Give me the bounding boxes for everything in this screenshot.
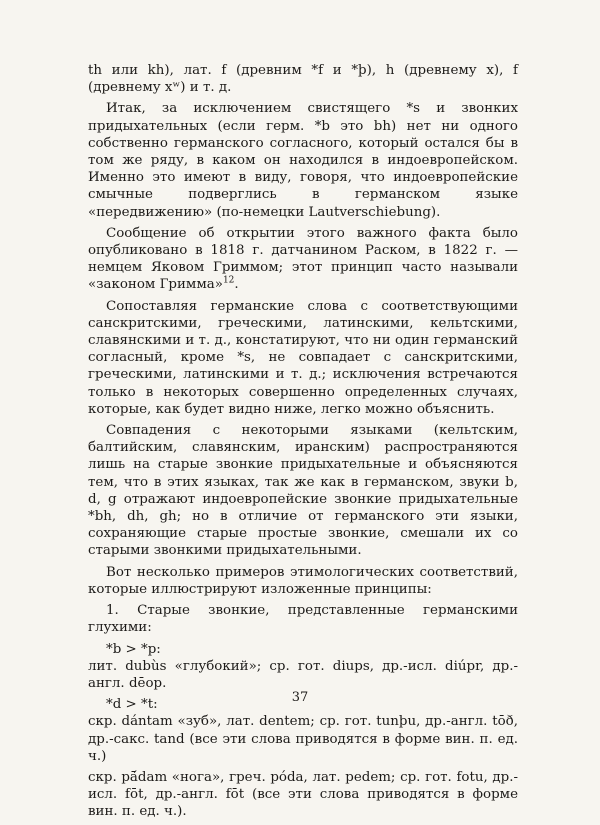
example-3: скр. pā́dam «нога», греч. póda, лат. pedem; ср. гот. fotu, др.-исл. fōt, др.-англ. fōt (все эти слова приводятся в форме вин. п. ед. ч.). [88, 769, 518, 820]
footnote-marker: 12 [222, 275, 235, 286]
paragraph-3 [88, 225, 518, 294]
example-1: лит. dubùs «глубокий»; ср. гот. diups, др.-исл. diúpr, др.-англ. dēop. [88, 658, 518, 691]
paragraph-1: th или kh), лат. f (древним *f и *þ), h (древнему х), f (древнему xʷ) и т. д. [88, 63, 518, 96]
paragraph-6: Вот несколько примеров этимологических соответствий, которые иллюстрируют изложенные принципы: [88, 564, 518, 597]
paragraph-4: Сопоставляя германские слова с соответствующими санскритскими, греческими, латинскими, кельтскими, славянскими и т. д., констатируют, что ни один германский согласный, кроме *s, не совпадает с санскритскими, греческими, латинскими и т. д.; исключения встречаются только в некоторых совершенно определенных случаях, которые, как будет видно ниже, легко можно объяснить. [88, 298, 518, 417]
formula-d-t: *d > *t: [106, 697, 158, 713]
paragraph-3-end: . [234, 277, 239, 293]
paragraph-2: Итак, за исключением свистящего *s и звонких придыхательных (если герм. *b это bh) нет ни одного собственно германского согласного, который остался бы в том же ряду, в каком он находился в индоевропейском. Именно это имеют в виду, говоря, что индоевропейские смычные подверглись в германском языке «передвижению» (по-немецки Lautverschiebung). [88, 101, 518, 220]
page-body [88, 62, 518, 825]
page-number: 37 [291, 690, 309, 705]
paragraph-5: Совпадения с некоторыми языками (кельтским, балтийским, славянским, иранским) распространяются лишь на старые звонкие придыхательные и объясняются тем, что в этих языках, так же как в германском, звуки b, d, g отражают индоевропейские звонкие придыхательные *bh, dh, gh; но в отличие от германского эти языки, сохраняющие старые простые звонкие, смешали их со старыми звонкими придыхательными. [88, 423, 518, 559]
paragraph-3-text: Сообщение об открытии этого важного факта было опубликовано в 1818 г. датчанином Раском, в 1822 г. — немцем Яковом Гриммом; этот принцип часто называли «законом Гримма» [88, 225, 518, 293]
example-2: скр. dántam «зуб», лат. dentem; ср. гот. tunþu, др.-англ. tōð, др.-сакс. tand (все эти слова приводятся в форме вин. п. ед. ч.) [88, 714, 518, 764]
paragraph-7: 1. Старые звонкие, представленные германскими глухими: [88, 603, 518, 636]
formula-b-p: *b > *p: [106, 641, 161, 657]
